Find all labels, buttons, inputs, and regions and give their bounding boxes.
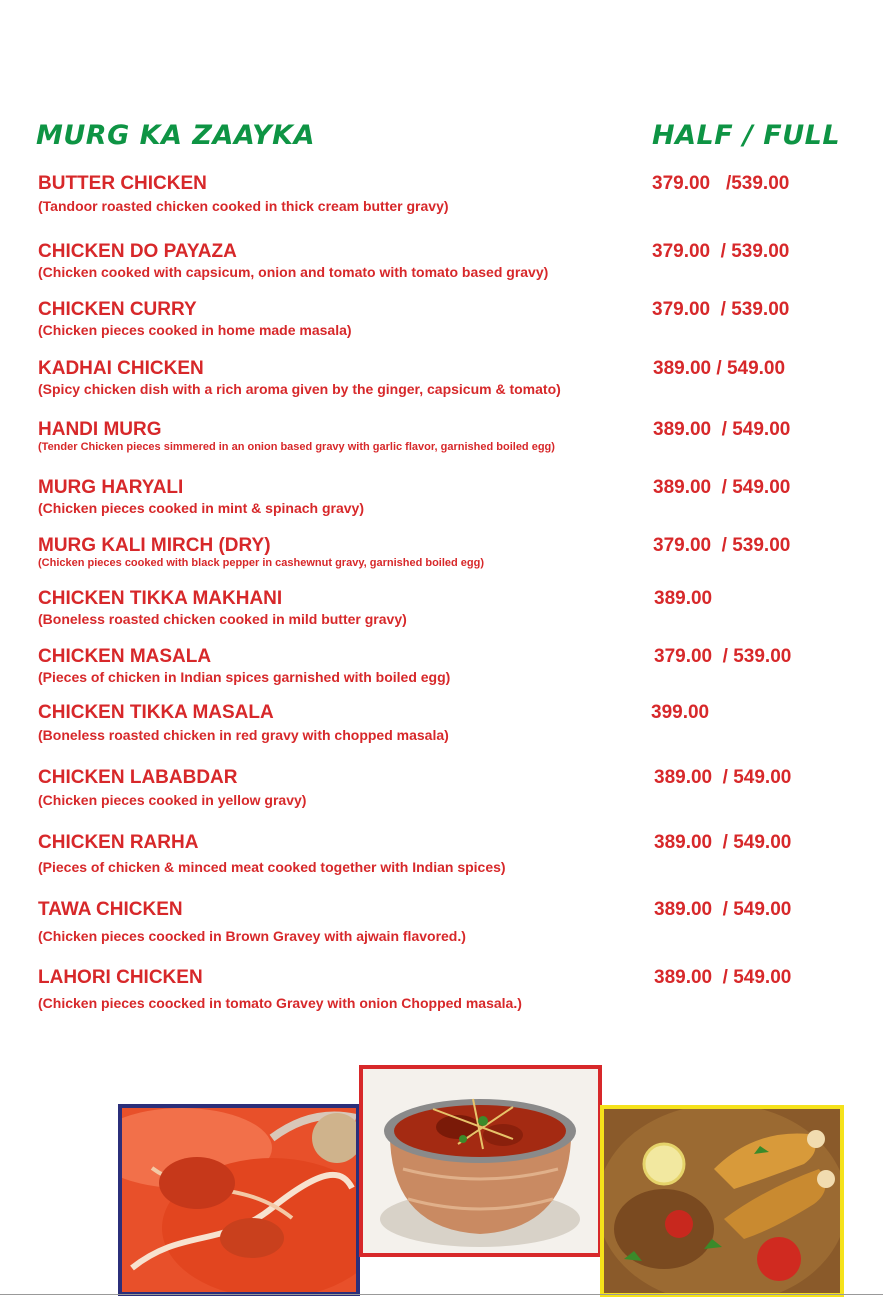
menu-item (38, 419, 858, 454)
menu-item (38, 535, 858, 570)
item-description: (Spicy chicken dish with a rich aroma given by the ginger, capsicum & tomato) (38, 381, 561, 397)
item-price: 399.00 (651, 702, 710, 723)
item-name: HANDI MURG (38, 419, 162, 440)
menu-item (38, 967, 858, 1012)
chicken-legs-curry-photo (600, 1105, 844, 1297)
item-name: MURG HARYALI (38, 477, 184, 498)
menu-item (38, 358, 858, 398)
section-title: MURG KA ZAAYKA (36, 120, 316, 151)
menu-item (38, 173, 858, 215)
item-price: 389.00 (654, 588, 713, 609)
bottom-divider (0, 1294, 883, 1295)
item-description: (Chicken pieces coocked in tomato Gravey with onion Chopped masala.) (38, 995, 522, 1011)
item-name: MURG KALI MIRCH (DRY) (38, 535, 271, 556)
menu-item (38, 702, 858, 744)
item-description: (Chicken cooked with capsicum, onion and tomato with tomato based gravy) (38, 264, 549, 280)
item-name: CHICKEN MASALA (38, 646, 212, 667)
menu-item (38, 299, 858, 339)
item-description: (Boneless roasted chicken cooked in mild butter gravy) (38, 611, 407, 627)
menu-item (38, 767, 858, 809)
item-name: CHICKEN CURRY (38, 299, 197, 320)
item-price: 389.00 / 549.00 (654, 832, 792, 853)
item-description: (Chicken pieces cooked with black pepper in cashewnut gravy, garnished boiled egg) (38, 557, 485, 569)
item-description: (Tandoor roasted chicken cooked in thick cream butter gravy) (38, 198, 449, 214)
item-price: 389.00 / 549.00 (654, 967, 792, 988)
item-name: BUTTER CHICKEN (38, 173, 207, 194)
item-name: LAHORI CHICKEN (38, 967, 203, 988)
menu-item (38, 588, 858, 628)
item-price: 389.00 / 549.00 (653, 419, 791, 440)
item-description: (Pieces of chicken in Indian spices garnished with boiled egg) (38, 669, 451, 685)
item-price: 389.00 / 549.00 (654, 899, 792, 920)
item-price: 379.00 /539.00 (652, 173, 790, 194)
price-header: HALF / FULL (652, 120, 841, 151)
item-description: (Chicken pieces cooked in home made masala) (38, 322, 352, 338)
item-price: 379.00 / 539.00 (652, 299, 790, 320)
item-name: CHICKEN LABABDAR (38, 767, 238, 788)
item-description: (Pieces of chicken & minced meat cooked together with Indian spices) (38, 859, 506, 875)
menu-item (38, 899, 858, 945)
butter-chicken-photo (118, 1104, 360, 1296)
item-price: 379.00 / 539.00 (652, 241, 790, 262)
item-description: (Tender Chicken pieces simmered in an onion based gravy with garlic flavor, garnished boiled egg) (38, 441, 555, 453)
item-description: (Boneless roasted chicken in red gravy with chopped masala) (38, 727, 449, 743)
menu-item (38, 477, 858, 517)
menu-item (38, 241, 858, 281)
item-description: (Chicken pieces cooked in yellow gravy) (38, 792, 307, 808)
item-name: TAWA CHICKEN (38, 899, 183, 920)
item-price: 379.00 / 539.00 (654, 646, 792, 667)
item-description: (Chicken pieces cooked in mint & spinach gravy) (38, 500, 364, 516)
item-name: CHICKEN DO PAYAZA (38, 241, 237, 262)
handi-curry-photo (359, 1065, 602, 1257)
item-price: 379.00 / 539.00 (653, 535, 791, 556)
item-price: 389.00 / 549.00 (653, 477, 791, 498)
item-name: KADHAI CHICKEN (38, 358, 204, 379)
item-name: CHICKEN RARHA (38, 832, 199, 853)
item-name: CHICKEN TIKKA MAKHANI (38, 588, 283, 609)
item-price: 389.00 / 549.00 (653, 358, 786, 379)
item-name: CHICKEN TIKKA MASALA (38, 702, 274, 723)
menu-item (38, 646, 858, 686)
menu-item (38, 832, 858, 876)
item-description: (Chicken pieces coocked in Brown Gravey with ajwain flavored.) (38, 928, 466, 944)
item-price: 389.00 / 549.00 (654, 767, 792, 788)
